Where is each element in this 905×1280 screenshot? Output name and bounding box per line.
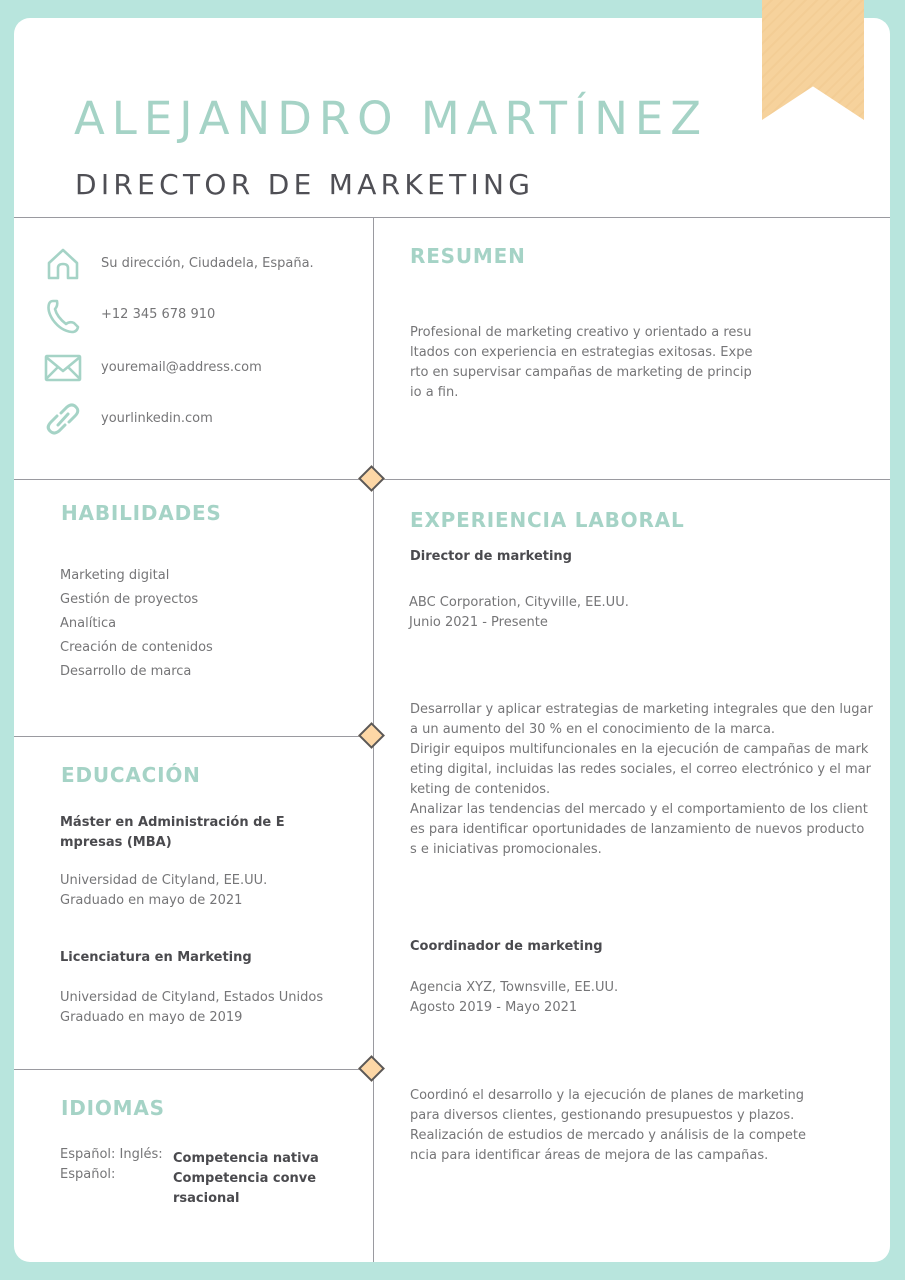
degree-title: Máster en Administración de E: [60, 815, 285, 830]
skills-heading: HABILIDADES: [61, 501, 222, 525]
phone-icon: [44, 298, 82, 334]
resume-page: [14, 18, 890, 1262]
education-entry: [60, 813, 285, 911]
diamond-marker-3: [358, 1055, 385, 1082]
languages-heading: IDIOMAS: [61, 1096, 165, 1120]
candidate-name: ALEJANDRO MARTÍNEZ: [74, 92, 709, 145]
school: Universidad de Cityland, EE.UU.: [60, 873, 268, 888]
education-entry: [60, 948, 323, 1028]
diamond-marker-2: [358, 722, 385, 749]
experience-heading: EXPERIENCIA LABORAL: [410, 508, 685, 532]
link-icon: [44, 401, 82, 437]
divider-left-4: [14, 1069, 373, 1070]
divider-row-2: [14, 479, 890, 480]
candidate-title: DIRECTOR DE MARKETING: [75, 168, 535, 201]
language-levels: Competencia nativa Competencia conve rsacional: [173, 1151, 319, 1206]
job-company: Agencia XYZ, Townsville, EE.UU.: [410, 980, 619, 995]
job-description: Coordinó el desarrollo y la ejecución de planes de marketing para diversos clientes, gestionando presupuestos y plazos. Realización de estudios de mercado y análisis de la compete ncia para identificar áreas de mejora de las campañas.: [410, 1088, 806, 1163]
summary-heading: RESUMEN: [410, 244, 526, 268]
language-labels: Español: Inglés: Español:: [60, 1147, 163, 1182]
job-role: Coordinador de marketing: [410, 939, 603, 954]
divider-left-3: [14, 736, 373, 737]
job-company: ABC Corporation, Cityville, EE.UU.: [409, 595, 629, 610]
contact-phone: +12 345 678 910: [101, 307, 216, 322]
school: Universidad de Cityland, Estados Unidos: [60, 990, 324, 1005]
home-icon: [44, 246, 82, 282]
contact-address: Su dirección, Ciudadela, España.: [101, 256, 314, 271]
job-role: Director de marketing: [410, 549, 572, 564]
email-icon: [44, 350, 82, 386]
skill-item: Desarrollo de marca: [60, 664, 192, 679]
job-entry: [410, 937, 618, 1018]
skill-item: Gestión de proyectos: [60, 592, 199, 607]
graduation-date: Graduado en mayo de 2019: [60, 1010, 243, 1025]
job-description: Desarrollar y aplicar estrategias de marketing integrales que den lugar a un aumento del 30 % en el conocimiento de la marca. Dirigir equipos multifuncionales en la ejecución de campañas de mark eting digital, incluidas las redes sociales, el correo electrónico y el mar keting de contenidos. Analizar las tendencias del mercado y el comportamiento de los client es para identificar oportunidades de lanzamiento de nuevos producto s e iniciativas promocionales.: [410, 702, 873, 857]
education-heading: EDUCACIÓN: [61, 763, 201, 787]
job-dates: Junio 2021 - Presente: [409, 615, 548, 630]
divider-top: [14, 217, 890, 218]
degree-title: Licenciatura en Marketing: [60, 950, 252, 965]
skills-list: [60, 564, 213, 684]
job-dates: Agosto 2019 - Mayo 2021: [410, 1000, 578, 1015]
skill-item: Creación de contenidos: [60, 640, 213, 655]
skill-item: Analítica: [60, 616, 117, 631]
degree-title: mpresas (MBA): [60, 835, 172, 850]
contact-email: youremail@address.com: [101, 360, 262, 375]
summary-text: Profesional de marketing creativo y orientado a resu ltados con experiencia en estrategias exitosas. Expe rto en supervisar campañas de marketing de princip io a fin.: [410, 325, 753, 400]
contact-linkedin: yourlinkedin.com: [101, 411, 213, 426]
diamond-marker-1: [358, 465, 385, 492]
job-entry: [410, 547, 629, 633]
graduation-date: Graduado en mayo de 2021: [60, 893, 243, 908]
skill-item: Marketing digital: [60, 568, 170, 583]
